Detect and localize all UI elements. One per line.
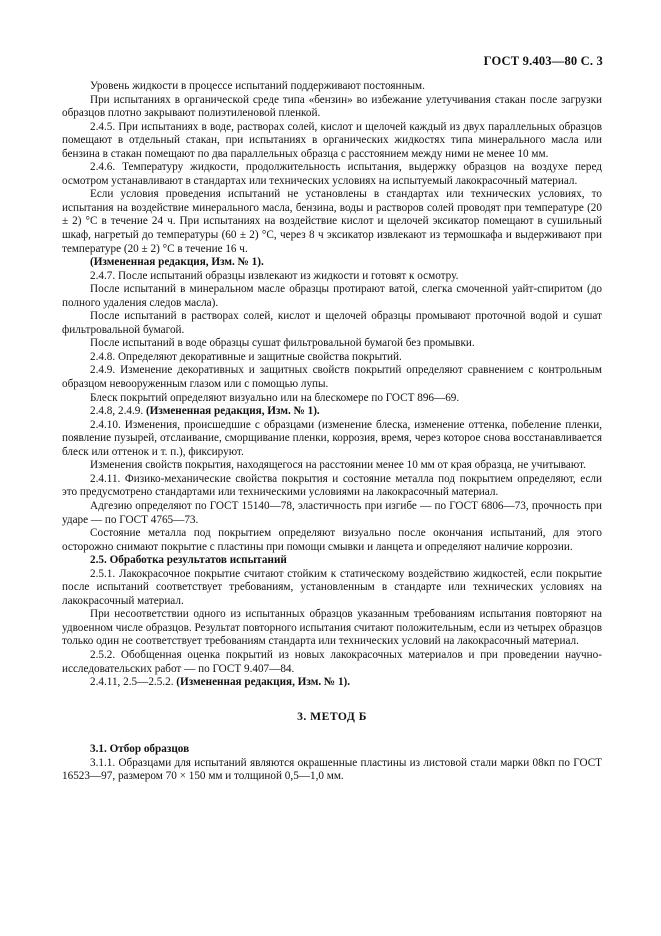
paragraph: При несоответствии одного из испытанных образцов указанным требованиям испытания повторяют на удвоенном числе образцов. Результат повторного испытания считают положительным, если из четырех образцов только один не соответствует требованиям стандарта или технических условий на лакокрасочный материал. [62, 608, 602, 648]
clause-ref: 2.4.8, 2.4.9. [90, 405, 146, 418]
subsection-heading-2-5: 2.5. Обработка результатов испытаний [90, 554, 287, 567]
paragraph-2-4-10: 2.4.10. Изменения, происшедшие с образцами (изменение блеска, изменение оттенка, побеление пленки, появление пузырей, отслаивание, сморщивание пленки, коррозия, время, через которое снова восстанавливается блеск или оттенок и т. п.), фиксируют. [62, 418, 602, 458]
paragraph-2-4-9: 2.4.9. Изменение декоративных и защитных свойств покрытий определяют сравнением с контрольным образцом невооруженным глазом или с помощью лупы. [62, 364, 602, 391]
paragraph-3-1-1: 3.1.1. Образцами для испытаний являются окрашенные пластины из листовой стали марки 08кп по ГОСТ 16523—97, размером 70 × 150 мм и толщиной 0,5—1,0 мм. [62, 756, 602, 783]
amendment-note: (Измененная редакция, Изм. № 1). [90, 256, 264, 269]
clause-ref: 2.4.11, 2.5—2.5.2. [90, 676, 177, 689]
paragraph: Адгезию определяют по ГОСТ 15140—78, эластичность при изгибе — по ГОСТ 6806—73, прочность при ударе — по ГОСТ 4765—73. [62, 499, 602, 526]
paragraph-2-4-11: 2.4.11. Физико-механические свойства покрытия и состояние металла под покрытием определяют, если это предусмотрено стандартами или техническими условиями на лакокрасочный материал. [62, 472, 602, 499]
paragraph: Уровень жидкости в процессе испытаний поддерживают постоянным. [90, 80, 425, 92]
paragraph: При испытаниях в органической среде типа «бензин» во избежание улетучивания стакан после загрузки образцов плотно закрывают полиэтиленовой пленкой. [62, 93, 602, 120]
paragraph-2-5-2: 2.5.2. Обобщенная оценка покрытий из новых лакокрасочных материалов и при проведении научно-исследовательских работ — по ГОСТ 9.407—84. [62, 648, 602, 675]
paragraph-2-5-1: 2.5.1. Лакокрасочное покрытие считают стойким к статическому воздействию жидкостей, если покрытие после испытаний соответствует требованиям, установленным в стандарте или технических условиях на лакокрасочный материал. [62, 567, 602, 607]
amendment-label: (Измененная редакция, Изм. № 1). [145, 405, 320, 418]
paragraph: После испытаний в растворах солей, кислот и щелочей образцы промывают проточной водой и сушат фильтровальной бумагой. [62, 310, 602, 336]
subsection-heading-3-1: 3.1. Отбор образцов [90, 743, 190, 756]
amendment-note-2-4-11 [62, 676, 602, 690]
paragraph-2-4-5: 2.4.5. При испытаниях в воде, растворах солей, кислот и щелочей каждый из двух параллельных образцов помещают в отдельный стакан, при испытаниях в органических жидкостях типа минерального масла или бензина в стакан помещают по два параллельных образца с расстоянием между ними не менее 10 мм. [62, 120, 602, 160]
paragraph: После испытаний в воде образцы сушат фильтровальной бумагой без промывки. [90, 337, 475, 350]
page-header: ГОСТ 9.403—80 С. 3 [483, 54, 603, 68]
paragraph: Если условия проведения испытаний не установлены в стандартах или технических условиях, то испытания на воздействие минерального масла, бензина, воды и растворов солей проводят при температуре (20 ± 2) °С в течение 24 ч. При испытаниях на воздействие кислот и щелочей эксикатор помещают в сушильный шкаф, нагретый до температуры (60 ± 2) °С, через 8 ч эксикатор извлекают из термошкафа и выдерживают при температуре (20 ± 2) °С в течение 16 ч. [62, 188, 602, 255]
paragraph: Блеск покрытий определяют визуально или на блескомере по ГОСТ 896—69. [90, 391, 460, 404]
paragraph-2-4-6: 2.4.6. Температуру жидкости, продолжительность испытания, выдержку образцов на воздухе перед осмотром устанавливают в стандартах или технических условиях на испытуемый лакокрасочный материал. [62, 161, 602, 187]
amendment-note-2-4-8 [62, 405, 602, 419]
paragraph-2-4-7: 2.4.7. После испытаний образцы извлекают из жидкости и готовят к осмотру. [90, 269, 459, 282]
paragraph-2-4-8: 2.4.8. Определяют декоративные и защитные свойства покрытий. [90, 350, 402, 363]
section-heading-3: 3. МЕТОД Б [297, 709, 367, 723]
paragraph: Изменения свойств покрытия, находящегося на расстоянии менее 10 мм от края образца, не учитывают. [90, 459, 586, 472]
paragraph: После испытаний в минеральном масле образцы протирают ватой, слегка смоченной уайт-спиритом (до полного удаления следов масла). [62, 283, 602, 309]
document-body [62, 80, 602, 784]
amendment-label: (Измененная редакция, Изм. № 1). [176, 676, 351, 689]
paragraph: Состояние металла под покрытием определяют визуально после окончания испытаний, для этого осторожно снимают покрытие с пластины при помощи смывки и ланцета и определяют наличие коррозии. [62, 527, 602, 553]
